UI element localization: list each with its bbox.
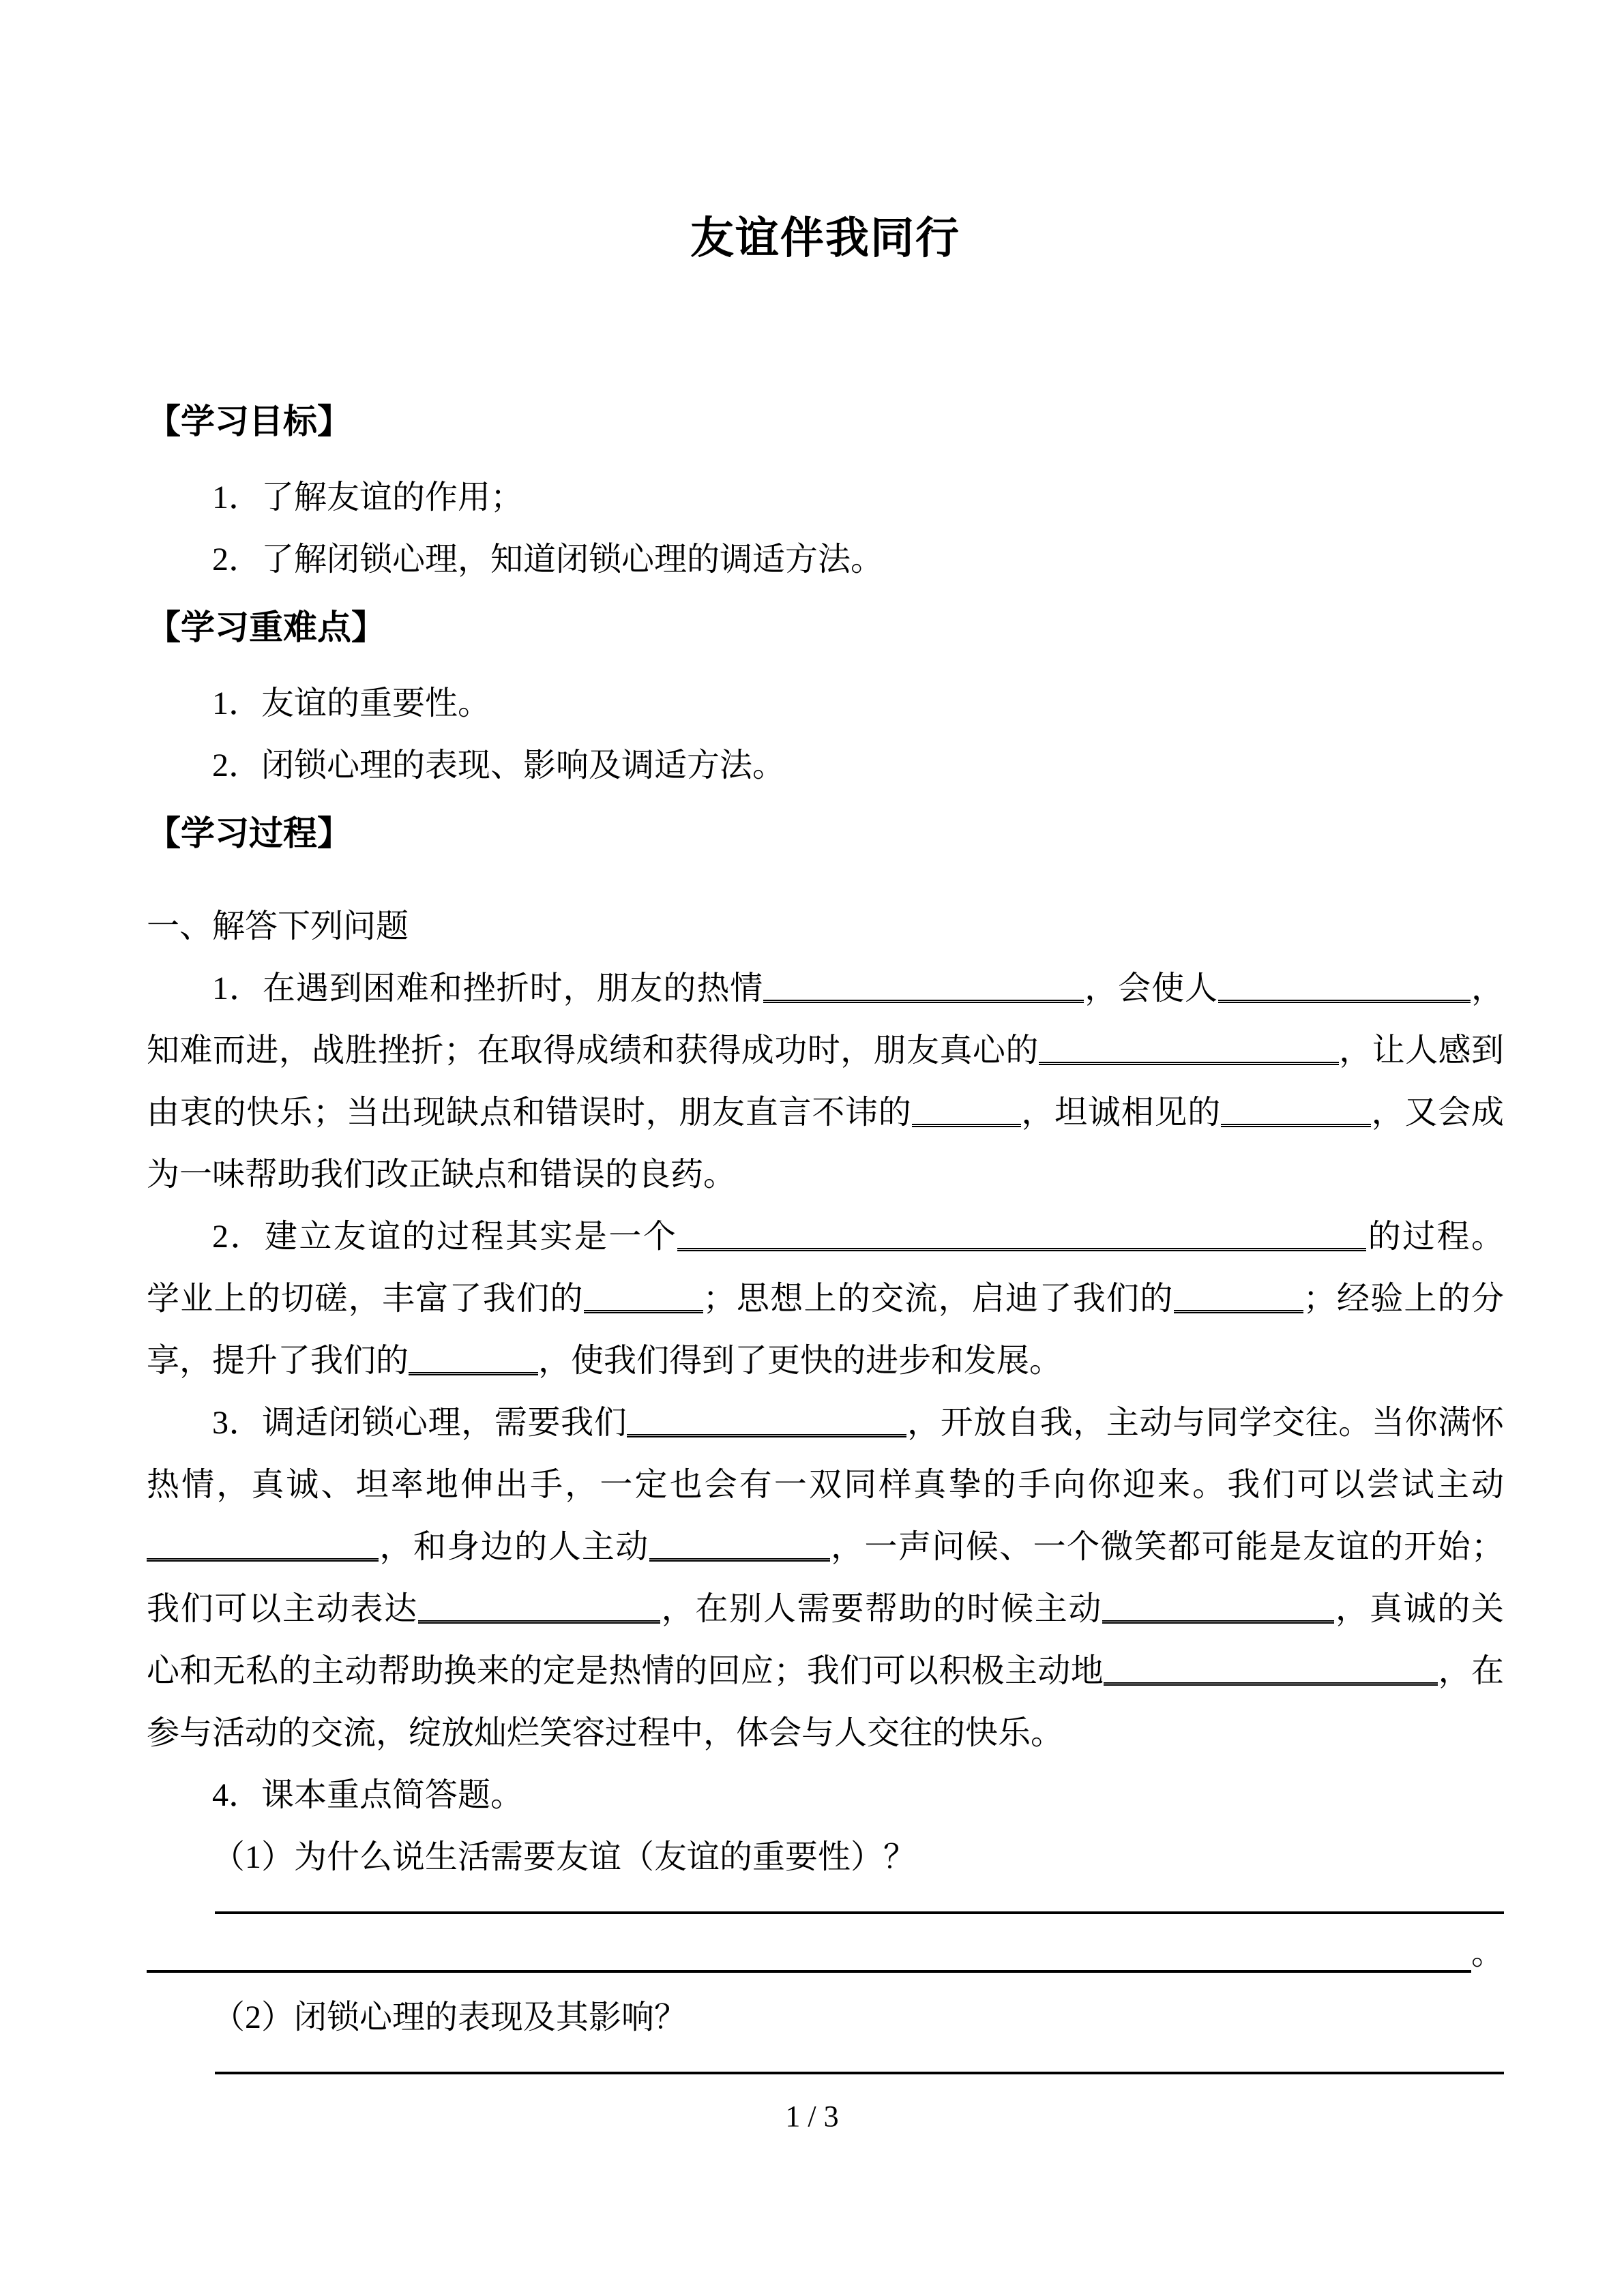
text-segment: ；经验上的分享，提升了我们的 [147,1281,1504,1379]
document-body [147,211,1504,2074]
text-segment: 的过程。学业上的切磋，丰富了我们的 [147,1219,1504,1317]
list-item: 1．友谊的重要性。 [212,685,491,721]
question-paragraph [147,957,1504,1206]
question-paragraph [147,1392,1504,1764]
text-segment: ，真诚的关心和无私的主动帮助换来的定是热情的回应；我们可以积极主动地 [147,1591,1504,1689]
text-segment: 4．课本重点简答题。 [212,1777,524,1813]
fill-in-blank [1104,1662,1438,1686]
section-heading: 【学习过程】 [147,814,351,852]
section-heading: 【学习目标】 [147,402,351,441]
section-intro: 一、解答下列问题 [147,908,409,944]
list-item: 1．了解友谊的作用； [212,479,524,516]
text-segment: ，知难而进，战胜挫折；在取得成绩和获得成功时，朋友真心的 [147,970,1504,1069]
fill-in-blank [627,1414,906,1437]
answer-line-row [147,1930,1504,1973]
fill-in-blank [418,1600,660,1624]
subquestion-text: （2）闭锁心理的表现及其影响？ [212,1999,688,2036]
fill-in-blank [409,1352,538,1375]
fill-in-blank [912,1103,1021,1127]
fill-in-blank [1174,1289,1303,1313]
fill-in-blank [677,1227,1366,1251]
fill-in-blank [1039,1041,1339,1065]
question-paragraph [147,1206,1504,1392]
page-footer: 1 / 3 [785,2100,839,2133]
fill-in-blank [1102,1600,1334,1624]
section-heading: 【学习重难点】 [147,608,385,646]
question-paragraph [147,1764,1504,1826]
answer-line [147,1970,1471,1973]
answer-line [215,1888,1504,1914]
text-segment: ，开放自我，主动与同学交往。当你满怀热情，真诚、坦率地伸出手，一定也会有一双同样真挚的手向你迎来。我们可以尝试主动 [147,1405,1504,1503]
document-title: 友谊伴我同行 [690,214,960,263]
fill-in-blank [763,979,1084,1003]
answer-line [215,2048,1504,2074]
fill-in-blank [584,1289,703,1313]
list-item: 2．了解闭锁心理，知道闭锁心理的调适方法。 [212,541,884,578]
fill-in-blank [1221,1103,1371,1127]
text-segment: ，一声问候、一个微笑都可能是友谊的开始；我们可以主动表达 [147,1529,1504,1627]
text-segment: ，在参与活动的交流，绽放灿烂笑容过程中，体会与人交往的快乐。 [147,1653,1504,1751]
text-segment: ，又会成为一味帮助我们改正缺点和错误的良药。 [147,1094,1504,1193]
period-mark: 。 [1471,1935,1504,1971]
fill-in-blank [147,1538,379,1562]
text-segment: ，让人感到由衷的快乐；当出现缺点和错误时，朋友直言不讳的 [147,1032,1504,1131]
fill-in-blank [1218,979,1471,1003]
fill-in-blank [649,1538,830,1562]
text-segment: ；思想上的交流，启迪了我们的 [703,1281,1174,1317]
text-segment: ，在别人需要帮助的时候主动 [660,1591,1103,1627]
text-segment: ，和身边的人主动 [379,1529,649,1565]
subquestion-text: （1）为什么说生活需要友谊（友谊的重要性）？ [212,1839,917,1875]
text-segment: ，坦诚相见的 [1020,1094,1221,1131]
text-segment: ，会使人 [1084,970,1219,1007]
list-item: 2．闭锁心理的表现、影响及调适方法。 [212,747,786,784]
text-segment: 1．在遇到困难和挫折时，朋友的热情 [212,970,764,1007]
text-segment: 3．调适闭锁心理，需要我们 [212,1405,628,1441]
text-segment: ，使我们得到了更快的进步和发展。 [538,1343,1063,1379]
text-segment: 2．建立友谊的过程其实是一个 [212,1219,678,1255]
